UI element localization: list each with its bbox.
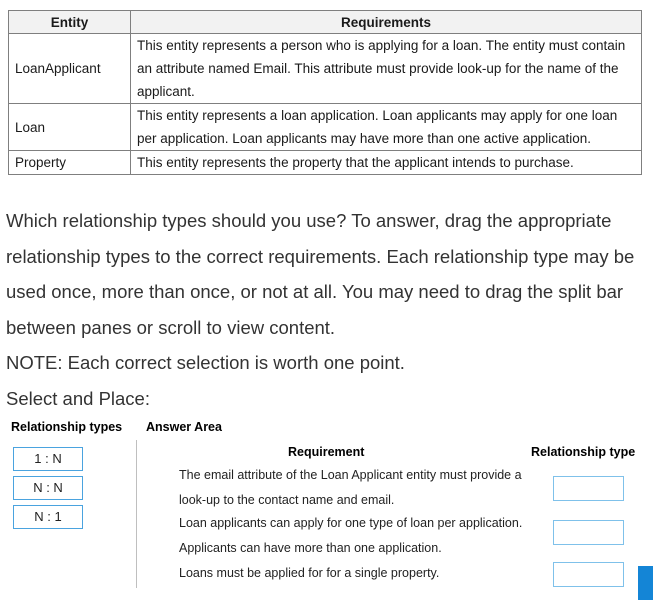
question-note: NOTE: Each correct selection is worth one point. — [6, 352, 405, 373]
relationship-type-chip-n-n[interactable]: N : N — [13, 476, 83, 500]
entity-requirement: This entity represents a loan application. Loan applicants may apply for one loan per application. Loan applicants may have more than one active application. — [131, 104, 642, 151]
table-row — [9, 151, 642, 175]
relationship-type-chip-n-1[interactable]: N : 1 — [13, 505, 83, 529]
entity-name: Loan — [9, 104, 131, 151]
entity-requirement: This entity represents the property that the applicant intends to purchase. — [131, 151, 642, 175]
pane-split-bar[interactable] — [136, 440, 137, 588]
answer-area-label: Answer Area — [146, 420, 222, 434]
requirements-column-header: Requirements — [131, 11, 642, 34]
drop-target-1[interactable] — [553, 476, 624, 501]
relationship-type-column-header: Relationship type — [531, 445, 636, 459]
entity-name: Property — [9, 151, 131, 175]
entity-requirement: This entity represents a person who is applying for a loan. The entity must contain an attribute named Email. This attribute must provide look-up for the name of the applicant. — [131, 34, 642, 104]
question-prompt: Which relationship types should you use? To answer, drag the appropriate relationship types to the correct requirements. Each relationship type may be used once, more than once, or not at all. You may need to drag the split bar between panes or scroll to view content. — [6, 210, 635, 338]
requirement-column-header: Requirement — [288, 445, 365, 459]
answer-requirement-1: The email attribute of the Loan Applicant entity must provide a look-up to the contact name and email. — [179, 468, 522, 507]
entity-name: LoanApplicant — [9, 34, 131, 104]
entity-column-header: Entity — [9, 11, 131, 34]
question-text — [6, 203, 648, 416]
answer-requirement-3: Loans must be applied for for a single property. — [179, 566, 440, 580]
relationship-types-label: Relationship types — [11, 420, 123, 434]
table-row — [9, 34, 642, 104]
answer-requirement-2: Loan applicants can apply for one type of loan per application. Applicants can have more than one application. — [179, 516, 523, 555]
relationship-type-chip-1-n[interactable]: 1 : N — [13, 447, 83, 471]
entity-requirements-table — [8, 10, 642, 175]
table-header-row — [9, 11, 642, 34]
drop-target-3[interactable] — [553, 562, 624, 587]
drop-target-2[interactable] — [553, 520, 624, 545]
question-instruction: Select and Place: — [6, 387, 150, 409]
table-row — [9, 104, 642, 151]
side-panel-tab[interactable] — [638, 566, 653, 600]
